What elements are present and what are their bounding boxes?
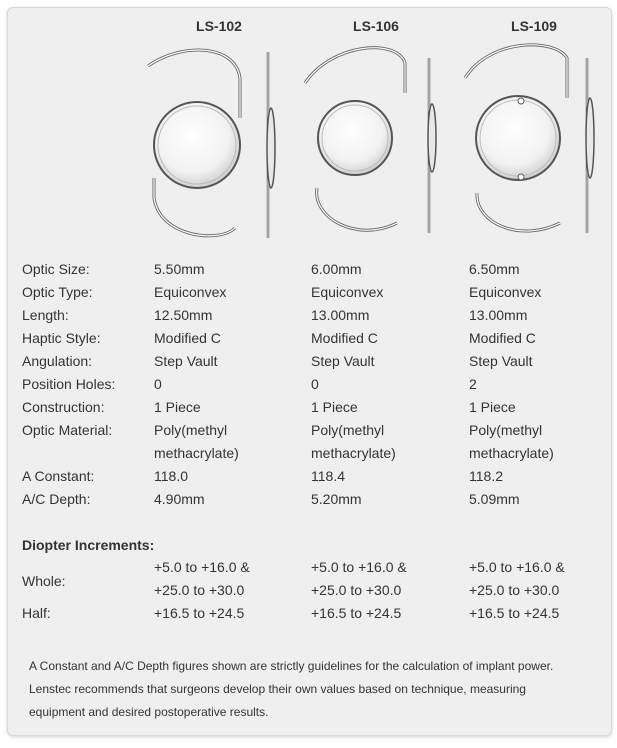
spec-value: 6.00mm <box>311 261 362 277</box>
diopter-half-label: Half: <box>22 605 51 621</box>
spec-value: Modified C <box>469 330 536 346</box>
spec-value: 5.50mm <box>154 261 205 277</box>
lens-diagram-ls-106 <box>297 38 447 248</box>
spec-value: Poly(methyl methacrylate) <box>311 422 396 461</box>
diopter-half-value: +16.5 to +24.5 <box>154 605 245 621</box>
model-title-ls-102: LS-102 <box>196 18 242 34</box>
spec-value: 1 Piece <box>154 399 201 415</box>
diopter-whole-line1: +5.0 to +16.0 & <box>154 559 250 575</box>
spec-value: 13.00mm <box>469 307 528 323</box>
spec-label: A/C Depth: <box>22 491 91 507</box>
spec-value: 6.50mm <box>469 261 520 277</box>
spec-label: Haptic Style: <box>22 330 101 346</box>
diopter-whole-line2: +25.0 to +30.0 <box>311 582 402 598</box>
spec-value: 1 Piece <box>311 399 358 415</box>
spec-value: 118.4 <box>311 468 345 484</box>
spec-label: A Constant: <box>22 468 95 484</box>
spec-value: 12.50mm <box>154 307 213 323</box>
spec-value: Equiconvex <box>469 284 542 300</box>
spec-value: 0 <box>154 376 162 392</box>
spec-value: 118.0 <box>154 468 188 484</box>
spec-value: Step Vault <box>154 353 218 369</box>
diopter-increments-heading: Diopter Increments: <box>22 537 155 553</box>
spec-label: Length: <box>22 307 69 323</box>
diopter-whole-line1: +5.0 to +16.0 & <box>469 559 565 575</box>
lens-diagram-ls-109 <box>455 38 605 248</box>
model-title-ls-106: LS-106 <box>353 18 399 34</box>
diopter-whole-line2: +25.0 to +30.0 <box>154 582 245 598</box>
spec-value: Modified C <box>311 330 378 346</box>
spec-value: Equiconvex <box>311 284 384 300</box>
spec-label: Optic Material: <box>22 422 113 438</box>
lens-diagram-ls-102 <box>140 38 290 248</box>
spec-label: Optic Size: <box>22 261 90 277</box>
spec-value: 5.20mm <box>311 491 362 507</box>
model-title-ls-109: LS-109 <box>511 18 557 34</box>
spec-value: Equiconvex <box>154 284 227 300</box>
spec-value: 2 <box>469 376 477 392</box>
spec-value: 5.09mm <box>469 491 520 507</box>
spec-value: 0 <box>311 376 319 392</box>
diopter-whole-line1: +5.0 to +16.0 & <box>311 559 407 575</box>
diopter-whole-line2: +25.0 to +30.0 <box>469 582 560 598</box>
spec-value: 4.90mm <box>154 491 205 507</box>
spec-value: Step Vault <box>311 353 375 369</box>
disclaimer-note: A Constant and A/C Depth figures shown are strictly guidelines for the calculation of implant power. Lenstec recommends that surgeons develop their own values based on technique, measuring equipment and desired postoperative results. <box>29 659 554 719</box>
spec-label: Optic Type: <box>22 284 93 300</box>
spec-value: Poly(methyl methacrylate) <box>154 422 239 461</box>
spec-value: Step Vault <box>469 353 533 369</box>
spec-value: 118.2 <box>469 468 503 484</box>
spec-value: 13.00mm <box>311 307 370 323</box>
spec-value: Modified C <box>154 330 221 346</box>
spec-value: 1 Piece <box>469 399 516 415</box>
spec-label: Angulation: <box>22 353 93 369</box>
diopter-half-value: +16.5 to +24.5 <box>469 605 560 621</box>
diopter-whole-label: Whole: <box>22 573 66 589</box>
spec-label: Construction: <box>22 399 105 415</box>
diopter-half-value: +16.5 to +24.5 <box>311 605 402 621</box>
spec-value: Poly(methyl methacrylate) <box>469 422 554 461</box>
spec-label: Position Holes: <box>22 376 116 392</box>
